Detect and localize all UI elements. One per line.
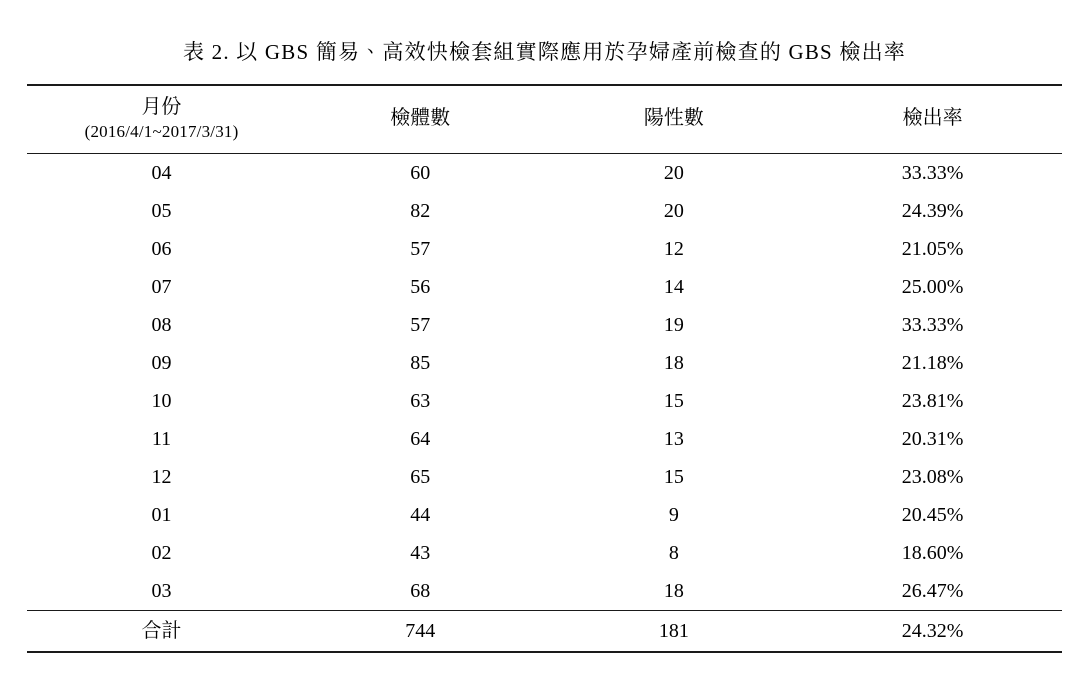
cell-specimens: 82 bbox=[410, 200, 431, 223]
cell-specimens: 60 bbox=[410, 162, 431, 185]
cell-positives: 12 bbox=[663, 238, 684, 261]
cell-month: 04 bbox=[151, 162, 172, 185]
column-header-rate: 檢出率 bbox=[902, 106, 963, 129]
cell-month: 10 bbox=[151, 390, 172, 413]
cell-positives: 18 bbox=[663, 352, 684, 375]
cell-month: 03 bbox=[151, 580, 172, 603]
table-row bbox=[27, 458, 1062, 496]
cell-month: 01 bbox=[151, 504, 172, 527]
column-header-month-daterange: (2016/4/1~2017/3/31) bbox=[84, 121, 239, 141]
cell-month: 05 bbox=[151, 200, 172, 223]
cell-month: 11 bbox=[151, 428, 172, 451]
cell-total-rate: 24.32% bbox=[901, 620, 964, 643]
cell-month: 09 bbox=[151, 352, 172, 375]
table-row bbox=[27, 572, 1062, 611]
cell-specimens: 57 bbox=[410, 314, 431, 337]
cell-rate: 33.33% bbox=[901, 162, 964, 185]
table-row bbox=[27, 344, 1062, 382]
table-row bbox=[27, 496, 1062, 534]
table-caption: 表 2. 以 GBS 簡易、高效快檢套組實際應用於孕婦產前檢查的 GBS 檢出率 bbox=[183, 40, 906, 64]
table-row bbox=[27, 154, 1062, 193]
table-header-row bbox=[27, 85, 1062, 154]
table-row bbox=[27, 306, 1062, 344]
cell-positives: 15 bbox=[663, 466, 684, 489]
cell-positives: 9 bbox=[668, 504, 679, 527]
cell-specimens: 63 bbox=[410, 390, 431, 413]
column-header-month-label: 月份 bbox=[141, 96, 182, 118]
table-row bbox=[27, 268, 1062, 306]
cell-total-label: 合計 bbox=[141, 620, 182, 643]
cell-month: 08 bbox=[151, 314, 172, 337]
table-header bbox=[27, 85, 1062, 154]
cell-rate: 23.81% bbox=[901, 390, 964, 413]
table-bottom-rule bbox=[27, 651, 1062, 653]
cell-rate: 23.08% bbox=[901, 466, 964, 489]
cell-specimens: 57 bbox=[410, 238, 431, 261]
table-total-row bbox=[27, 611, 1062, 652]
cell-specimens: 68 bbox=[410, 580, 431, 603]
cell-rate: 18.60% bbox=[901, 542, 964, 565]
cell-rate: 21.05% bbox=[901, 238, 964, 261]
table-row bbox=[27, 420, 1062, 458]
cell-specimens: 64 bbox=[410, 428, 431, 451]
cell-rate: 24.39% bbox=[901, 200, 964, 223]
column-header-specimens: 檢體數 bbox=[390, 106, 451, 129]
cell-rate: 26.47% bbox=[901, 580, 964, 603]
cell-total-specimens: 744 bbox=[405, 620, 436, 643]
column-header-month bbox=[27, 85, 296, 154]
cell-positives: 18 bbox=[663, 580, 684, 603]
cell-total-positives: 181 bbox=[658, 620, 689, 643]
cell-month: 07 bbox=[151, 276, 172, 299]
cell-specimens: 43 bbox=[410, 542, 431, 565]
cell-specimens: 56 bbox=[410, 276, 431, 299]
column-header-positives: 陽性數 bbox=[643, 106, 704, 129]
table-row bbox=[27, 192, 1062, 230]
cell-month: 06 bbox=[151, 238, 172, 261]
table-body bbox=[27, 154, 1062, 652]
table-row bbox=[27, 534, 1062, 572]
cell-specimens: 85 bbox=[410, 352, 431, 375]
cell-specimens: 65 bbox=[410, 466, 431, 489]
cell-month: 02 bbox=[151, 542, 172, 565]
table-row bbox=[27, 382, 1062, 420]
gbs-detection-rate-table bbox=[27, 84, 1062, 651]
cell-rate: 20.45% bbox=[901, 504, 964, 527]
cell-rate: 25.00% bbox=[901, 276, 964, 299]
cell-positives: 15 bbox=[663, 390, 684, 413]
cell-positives: 20 bbox=[663, 200, 684, 223]
cell-positives: 13 bbox=[663, 428, 684, 451]
cell-positives: 19 bbox=[663, 314, 684, 337]
cell-positives: 8 bbox=[668, 542, 679, 565]
cell-rate: 20.31% bbox=[901, 428, 964, 451]
cell-month: 12 bbox=[151, 466, 172, 489]
cell-specimens: 44 bbox=[410, 504, 431, 527]
cell-rate: 33.33% bbox=[901, 314, 964, 337]
cell-positives: 14 bbox=[663, 276, 684, 299]
cell-positives: 20 bbox=[663, 162, 684, 185]
table-row bbox=[27, 230, 1062, 268]
cell-rate: 21.18% bbox=[901, 352, 964, 375]
